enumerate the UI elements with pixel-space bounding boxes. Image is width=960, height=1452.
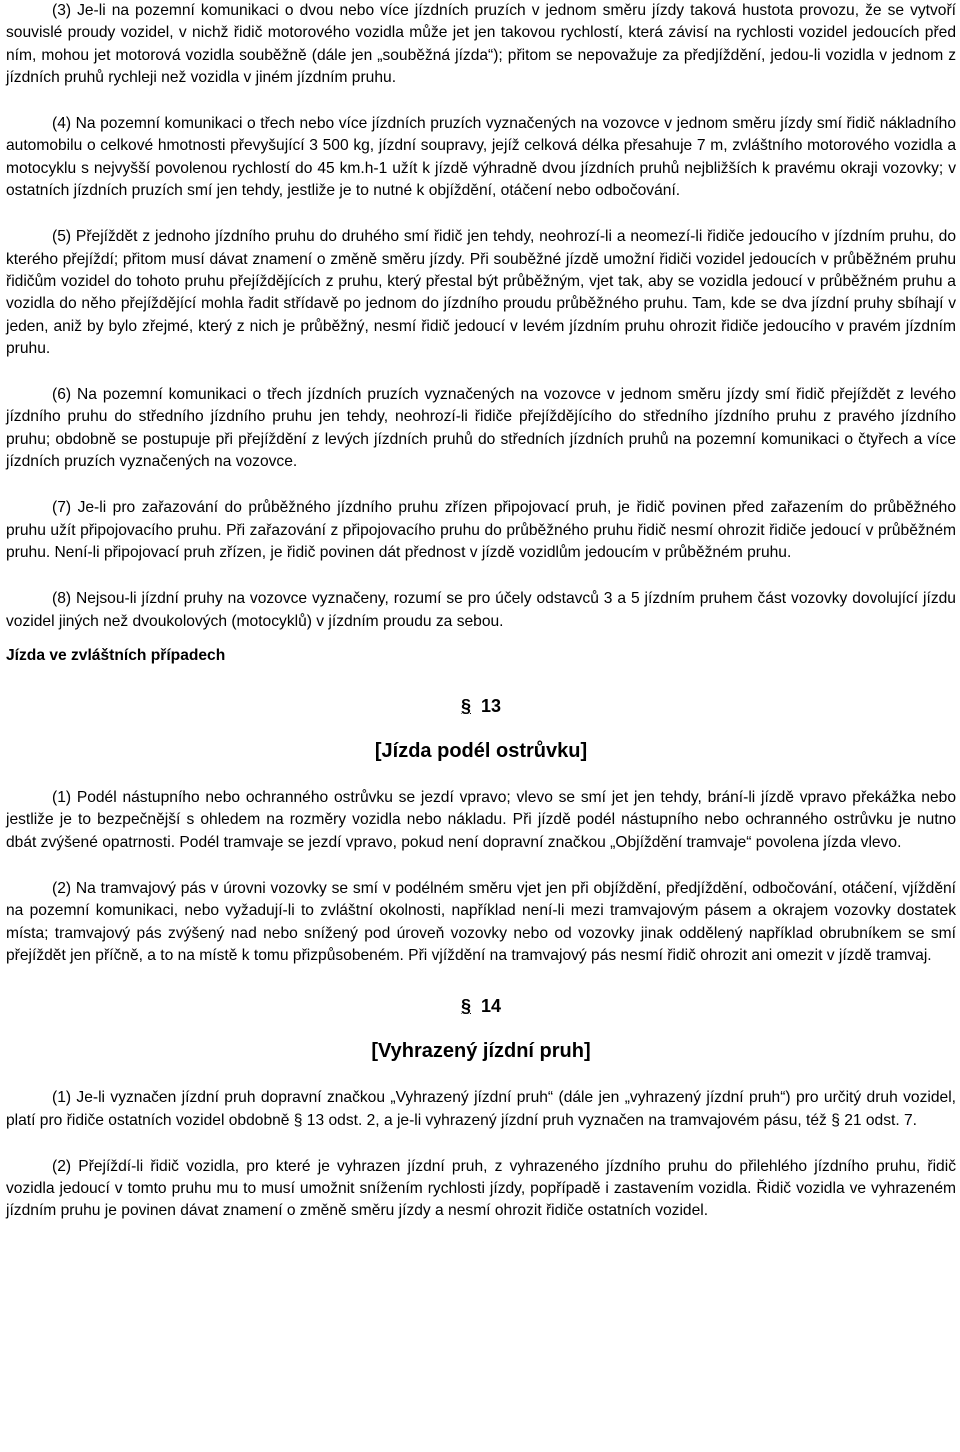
paragraph-6: (6) Na pozemní komunikaci o třech jízdních pruzích vyznačených na vozovce v jednom směru jízdy smí řidič přejíždět z levého jízdního pruhu do středního jízdního pruhu jen tehdy, neohrozí-li řidiče přejíždějícího do středního jízdního pruhu z pravého jízdního pruhu; obdobně se postupuje při přejíždění z levých jízdních pruhů do středních jízdních pruhů na pozemní komunikaci o čtyřech a více jízdních pruzích vyznačených na vozovce. (6, 386, 956, 471)
document-page (6, 0, 956, 1223)
section-sign: § (460, 996, 471, 1017)
paragraph-8: (8) Nejsou-li jízdní pruhy na vozovce vyznačeny, rozumí se pro účely odstavců 3 a 5 jízdním pruhem část vozovky dovolující jízdu vozidel jiných než dvoukolových (motocyklů) v jízdním proudu za sebou. (6, 590, 956, 630)
section-14-number (6, 991, 956, 1021)
section-13-title: [Jízda podél ostrůvku] (374, 740, 588, 763)
section-14-paragraph-2: (2) Přejíždí-li řidič vozidla, pro které je vyhrazen jízdní pruh, z vyhrazeného jízdního pruhu do přilehlého jízdního pruhu, řidič vozidla jedoucí v tomto pruhu mu to musí umožnit snížením rychlosti jízdy, popřípadě i zastavením vozidla. Řidič vozidla ve vyhrazeném jízdním pruhu je povinen dávat znamení o změně směru jízdy a nesmí ohrozit řidiče ostatních vozidel. (6, 1157, 956, 1220)
paragraph-7: (7) Je-li pro zařazování do průběžného jízdního pruhu zřízen připojovací pruh, je řidič povinen před zařazením do průběžného pruhu užít připojovacího pruhu. Při zařazování z připojovacího pruhu do průběžného pruhu řidič nesmí ohrozit řidiče jedoucí v průběžném pruhu. Není-li připojovací pruh zřízen, je řidič povinen dát přednost v jízdě vozidlům jedoucím v průběžném pruhu. (6, 499, 956, 561)
section-sign: § (460, 696, 471, 717)
section-number: 13 (480, 696, 502, 717)
section-13-paragraph-1: (1) Podél nástupního nebo ochranného ostrůvku se jezdí vpravo; vlevo se smí jet jen tehdy, brání-li jízdě vpravo překážka nebo jestliže je to bezpečnější s ohledem na rozměry vozidla nebo nákladu. Při jízdě podél nástupního nebo ochranného ostrůvku je nutno dbát zvýšené opatrnosti. Podél tramvaje se jezdí vpravo, pokud není dopravní značkou „Objíždění tramvaje“ povolena jízda vlevo. (6, 789, 956, 851)
paragraph-4: (4) Na pozemní komunikaci o třech nebo více jízdních pruzích vyznačených na vozovce v jednom směru jízdy smí řidič nákladního automobilu o celkové hmotnosti převyšující 3 500 kg, jízdní soupravy, jejíž celková délka přesahuje 7 m, zvláštního motorového vozidla a motocyklu s nejvyšší povolenou rychlostí do 45 km.h-1 užít k jízdě výhradně dvou jízdních pruhů nejbližších k pravému okraji vozovky; v ostatních jízdních pruzích smí jen tehdy, jestliže je to nutné k objíždění, otáčení nebo odbočování. (6, 115, 956, 200)
paragraph-3: (3) Je-li na pozemní komunikaci o dvou nebo více jízdních pruzích v jednom směru jízdy taková hustota provozu, že se vytvoří souvislé proudy vozidel, v nichž řidič motorového vozidla může jet jen takovou rychlostí, která závisí na rychlosti vozidel jedoucích před ním, mohou jet motorová vozidla souběžně (dále jen „souběžná jízda“); přitom se nepovažuje za předjíždění, jedou-li vozidla v jednom z jízdních pruhů rychleji než vozidla v jiném jízdním pruhu. (6, 2, 956, 86)
section-13-paragraph-2: (2) Na tramvajový pás v úrovni vozovky se smí v podélném směru vjet jen při objíždění, předjíždění, odbočování, otáčení, vjíždění na pozemní komunikaci, nebo vyžadují-li to zvláštní okolnosti, například není-li mezi tramvajovým pásem a okrajem vozovky dostatek místa; tramvajový pás zvýšený nad nebo snížený pod úroveň vozovky nebo od vozovky jinak oddělený například obrubníkem se smí přejíždět jen příčně, a to na místě k tomu přizpůsobeném. Při vjíždění na tramvajový pás nesmí řidič ohrozit ani omezit v jízdě tramvaj. (6, 880, 956, 964)
paragraph-5: (5) Přejíždět z jednoho jízdního pruhu do druhého smí řidič jen tehdy, neohrozí-li a neomezí-li řidiče jedoucího v jízdním pruhu, do kterého přejíždí; přitom musí dávat znamení o změně směru jízdy. Při souběžné jízdě umožní řidiči vozidel jedoucích v průběžném pruhu řidičům vozidel do tohoto pruhu přejíždějících z pruhu, který přestal být průběžným, vjet tak, aby se vozidla jedoucí v průběžném pruhu a vozidla do něho přejíždějící mohla řadit střídavě po jednom do jízdního proudu průběžného pruhu. Tam, kde se dva jízdní pruhy sbíhají v jeden, aniž by bylo zřejmé, který z nich je průběžný, nesmí řidič jedoucí v levém jízdním pruhu ohrozit řidiče jedoucího v pravém jízdním pruhu. (6, 228, 956, 357)
section-14-title: [Vyhrazený jízdní pruh] (371, 1040, 591, 1063)
section-14-paragraph-1: (1) Je-li vyznačen jízdní pruh dopravní značkou „Vyhrazený jízdní pruh“ (dále jen „vyhrazený jízdní pruh“) pro určitý druh vozidel, platí pro řidiče ostatních vozidel obdobně § 13 odst. 2, a je-li vyhrazený jízdní pruh vyznačen na tramvajovém pásu, též § 21 odst. 7. (6, 1089, 956, 1129)
section-number: 14 (480, 996, 502, 1017)
subheading-special-cases: Jízda ve zvláštních případech (6, 646, 226, 664)
section-13-number (6, 691, 956, 721)
